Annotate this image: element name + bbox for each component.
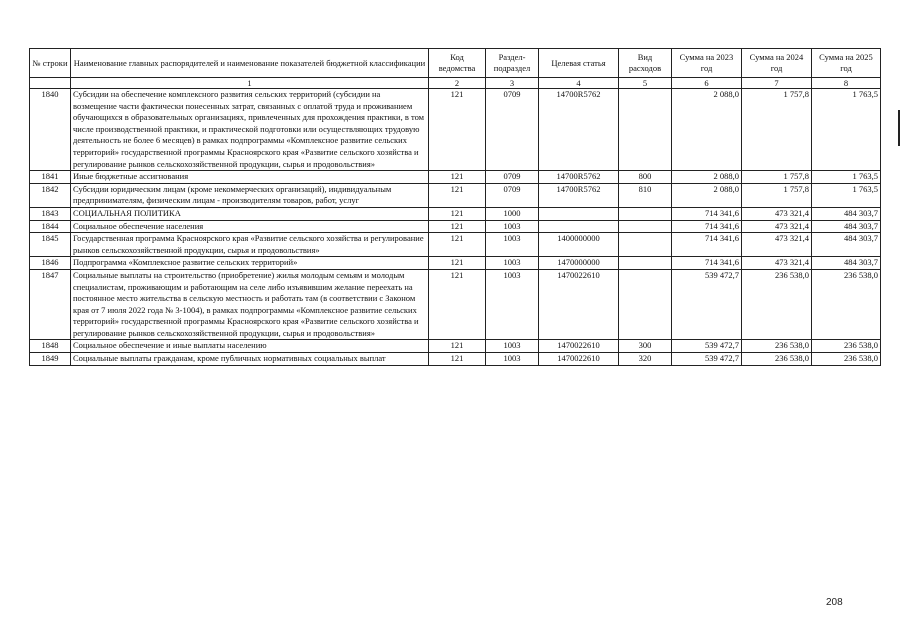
row-sum-2024: 473 321,4	[742, 257, 812, 270]
row-name: Социальное обеспечение и иные выплаты населению	[71, 340, 429, 353]
row-name: Социальные выплаты на строительство (приобретение) жилья молодым семьям и молодым специалистам, проживающим и работающим на селе либо изъявившим желание переехать на постоянное место жительства в сельскую местность и работать там (в соответствии с Законом края от 7 июля 2022 года № 3-1004), в рамках подпрограммы «Комплексное развитие сельских территорий» государственной программы Красноярского края «Развитие сельского хозяйства и регулирование рынков сельскохозяйственной продукции, сырья и продовольствия»	[71, 269, 429, 340]
budget-table	[29, 48, 881, 366]
row-target-article: 1470022610	[539, 340, 619, 353]
table-row	[30, 220, 881, 233]
table-row	[30, 171, 881, 184]
row-name: Социальные выплаты гражданам, кроме публичных нормативных социальных выплат	[71, 353, 429, 366]
row-name: Социальное обеспечение населения	[71, 220, 429, 233]
column-number: 5	[619, 78, 672, 89]
table-row	[30, 269, 881, 340]
row-name: Субсидии юридическим лицам (кроме некоммерческих организаций), индивидуальным предпринимателям, физическим лицам - производителям товаров, работ, услуг	[71, 183, 429, 207]
column-number: 2	[429, 78, 486, 89]
row-sum-2023: 714 341,6	[672, 257, 742, 270]
column-numbers-row	[30, 78, 881, 89]
column-number: 6	[672, 78, 742, 89]
row-number: 1841	[30, 171, 71, 184]
row-dept-code: 121	[429, 353, 486, 366]
row-expense-type	[619, 220, 672, 233]
row-expense-type: 800	[619, 171, 672, 184]
row-number: 1847	[30, 269, 71, 340]
row-dept-code: 121	[429, 207, 486, 220]
row-sum-2024: 1 757,8	[742, 183, 812, 207]
row-target-article: 1470000000	[539, 257, 619, 270]
row-sum-2025: 1 763,5	[812, 89, 881, 171]
row-expense-type: 810	[619, 183, 672, 207]
row-sum-2023: 714 341,6	[672, 233, 742, 257]
column-number: 7	[742, 78, 812, 89]
row-name: Иные бюджетные ассигнования	[71, 171, 429, 184]
row-target-article: 1470022610	[539, 269, 619, 340]
header-target-article: Целевая статья	[539, 49, 619, 78]
row-section: 0709	[486, 171, 539, 184]
row-number: 1845	[30, 233, 71, 257]
row-number: 1843	[30, 207, 71, 220]
row-sum-2025: 236 538,0	[812, 269, 881, 340]
table-row	[30, 207, 881, 220]
row-section: 0709	[486, 183, 539, 207]
row-name: СОЦИАЛЬНАЯ ПОЛИТИКА	[71, 207, 429, 220]
row-sum-2023: 714 341,6	[672, 207, 742, 220]
page-edge-mark	[898, 110, 900, 146]
row-sum-2024: 236 538,0	[742, 353, 812, 366]
row-number: 1840	[30, 89, 71, 171]
row-sum-2025: 484 303,7	[812, 207, 881, 220]
table-row	[30, 183, 881, 207]
row-dept-code: 121	[429, 233, 486, 257]
row-section: 1003	[486, 353, 539, 366]
row-sum-2023: 539 472,7	[672, 340, 742, 353]
row-expense-type	[619, 89, 672, 171]
row-sum-2024: 1 757,8	[742, 171, 812, 184]
column-number: 1	[71, 78, 429, 89]
row-section: 1003	[486, 220, 539, 233]
row-target-article: 14700R5762	[539, 183, 619, 207]
row-target-article: 14700R5762	[539, 89, 619, 171]
table-row	[30, 233, 881, 257]
row-sum-2023: 539 472,7	[672, 269, 742, 340]
row-name: Субсидии на обеспечение комплексного развития сельских территорий (субсидии на возмещение части фактически понесенных затрат, связанных с оплатой труда и проживанием обучающихся в образовательных организациях, привлеченных для прохождения практики, в том числе производственной практики, и практической подготовки или осуществляющих трудовую деятельность не более 6 месяцев) в рамках подпрограммы «Комплексное развитие сельских территорий» государственной программы Красноярского края «Развитие сельского хозяйства и регулирование рынков сельскохозяйственной продукции, сырья и продовольствия»	[71, 89, 429, 171]
row-section: 1003	[486, 340, 539, 353]
header-section: Раздел-подраздел	[486, 49, 539, 78]
column-number	[30, 78, 71, 89]
table-row	[30, 89, 881, 171]
column-number: 8	[812, 78, 881, 89]
header-sum-2023: Сумма на 2023 год	[672, 49, 742, 78]
table-header	[30, 49, 881, 89]
header-sum-2024: Сумма на 2024 год	[742, 49, 812, 78]
row-expense-type	[619, 233, 672, 257]
row-number: 1849	[30, 353, 71, 366]
row-sum-2023: 2 088,0	[672, 89, 742, 171]
row-sum-2024: 1 757,8	[742, 89, 812, 171]
row-sum-2025: 1 763,5	[812, 183, 881, 207]
row-target-article: 1400000000	[539, 233, 619, 257]
row-expense-type	[619, 257, 672, 270]
row-sum-2025: 484 303,7	[812, 257, 881, 270]
row-expense-type: 300	[619, 340, 672, 353]
row-sum-2025: 1 763,5	[812, 171, 881, 184]
header-dept-code: Код ведомства	[429, 49, 486, 78]
row-target-article	[539, 220, 619, 233]
row-sum-2024: 473 321,4	[742, 220, 812, 233]
row-dept-code: 121	[429, 171, 486, 184]
row-expense-type	[619, 269, 672, 340]
row-name: Государственная программа Красноярского края «Развитие сельского хозяйства и регулирование рынков сельскохозяйственной продукции, сырья и продовольствия»	[71, 233, 429, 257]
row-section: 0709	[486, 89, 539, 171]
table-row	[30, 257, 881, 270]
row-number: 1842	[30, 183, 71, 207]
header-row-number: № строки	[30, 49, 71, 78]
row-dept-code: 121	[429, 220, 486, 233]
row-number: 1844	[30, 220, 71, 233]
row-sum-2024: 236 538,0	[742, 269, 812, 340]
row-section: 1000	[486, 207, 539, 220]
column-number: 4	[539, 78, 619, 89]
header-name: Наименование главных распорядителей и наименование показателей бюджетной классификации	[71, 49, 429, 78]
row-section: 1003	[486, 233, 539, 257]
row-section: 1003	[486, 257, 539, 270]
column-number: 3	[486, 78, 539, 89]
row-sum-2024: 236 538,0	[742, 340, 812, 353]
row-dept-code: 121	[429, 269, 486, 340]
row-sum-2024: 473 321,4	[742, 233, 812, 257]
row-sum-2023: 2 088,0	[672, 171, 742, 184]
row-sum-2025: 484 303,7	[812, 220, 881, 233]
row-sum-2024: 473 321,4	[742, 207, 812, 220]
header-expense-type: Вид расходов	[619, 49, 672, 78]
row-sum-2023: 2 088,0	[672, 183, 742, 207]
row-target-article: 1470022610	[539, 353, 619, 366]
table-body	[30, 89, 881, 366]
table-row	[30, 340, 881, 353]
row-target-article: 14700R5762	[539, 171, 619, 184]
row-number: 1848	[30, 340, 71, 353]
table-row	[30, 353, 881, 366]
row-sum-2023: 714 341,6	[672, 220, 742, 233]
row-dept-code: 121	[429, 340, 486, 353]
row-expense-type	[619, 207, 672, 220]
row-section: 1003	[486, 269, 539, 340]
row-number: 1846	[30, 257, 71, 270]
row-expense-type: 320	[619, 353, 672, 366]
row-target-article	[539, 207, 619, 220]
row-dept-code: 121	[429, 183, 486, 207]
row-sum-2023: 539 472,7	[672, 353, 742, 366]
row-sum-2025: 236 538,0	[812, 340, 881, 353]
header-sum-2025: Сумма на 2025 год	[812, 49, 881, 78]
row-sum-2025: 236 538,0	[812, 353, 881, 366]
row-dept-code: 121	[429, 89, 486, 171]
page-number: 208	[826, 597, 843, 608]
row-sum-2025: 484 303,7	[812, 233, 881, 257]
row-name: Подпрограмма «Комплексное развитие сельских территорий»	[71, 257, 429, 270]
row-dept-code: 121	[429, 257, 486, 270]
